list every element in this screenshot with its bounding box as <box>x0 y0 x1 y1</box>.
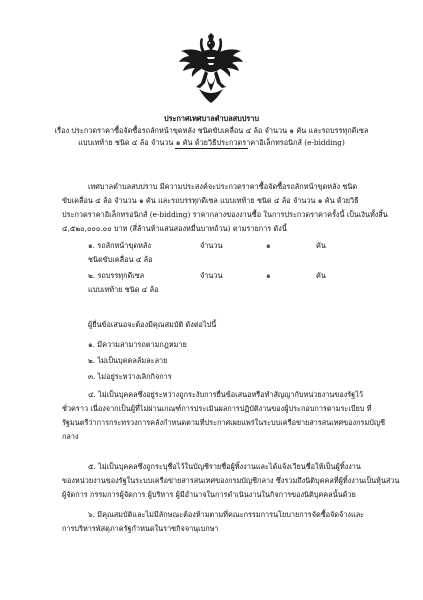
qualification-4-line-1: ๔. ไม่เป็นบุคคลซึ่งอยู่ระหว่างถูกระงับการยื่นข้อเสนอหรือทำสัญญากับหน่วยงานของรัฐไว้ <box>88 390 363 399</box>
qualification-4-line-3: รัฐมนตรีว่าการกระทรวงการคลังกำหนดตามที่ประกาศเผยแพร่ในระบบเครือข่ายสารสนเทศของกรมบัญชี <box>62 418 386 427</box>
intro-line-1: เทศบาลตำบลสบปราบ มีความประสงค์จะประกวดราคาซื้อจัดซื้อรถลักหน้าขุดหลัง ชนิด <box>88 182 358 191</box>
item-1-qty-label: จำนวน <box>200 241 223 250</box>
item-2-qty-label: จำนวน <box>200 271 223 280</box>
item-2-qty: ๑ <box>266 271 271 280</box>
qualification-3: ๓. ไม่อยู่ระหว่างเลิกกิจการ <box>88 372 172 381</box>
qualification-4-line-2: ชั่วคราว เนื่องจากเป็นผู้ที่ไม่ผ่านเกณฑ์การประเมินผลการปฏิบัติงานของผู้ประกอบการตามระเบียบ ที่ <box>62 404 372 413</box>
item-1-name: ๑. รถลักหน้าขุดหลัง <box>88 241 151 250</box>
item-2-name: ๒. รถบรรทุกดีเซล <box>88 271 145 280</box>
qualification-5-line-2: ของหน่วยงานของรัฐในระบบเครือข่ายสารสนเทศของกรมบัญชีกลาง ซึ่งรวมถึงนิติบุคคลที่ผู้ทิ้งงานเป็นหุ้นส่วน <box>62 476 400 485</box>
garuda-emblem-icon <box>177 33 245 105</box>
page-title: ประกาศเทศบาลตำบลสบปราบ <box>163 114 260 123</box>
subject-line-2: แบบเทท้าย ชนิด ๔ ล้อ จำนวน ๑ คัน ด้วยวิธีประกวดราคาอิเล็กทรอนิกส์ (e-bidding) <box>78 138 345 147</box>
intro-line-4: ๔,๕๒๐,๐๐๐.๐๐ บาท (สี่ล้านห้าแสนสองหมื่นบาทถ้วน) ตามรายการ ดังนี้ <box>62 224 287 233</box>
qualification-1: ๑. มีความสามารถตามกฎหมาย <box>88 340 187 349</box>
intro-line-3: ประกวดราคาอิเล็กทรอนิกส์ (e-bidding) ราคากลางของงานซื้อ ในการประกวดราคาครั้งนี้ เป็นเงินทั้งสิ้น <box>62 210 388 219</box>
item-1-qty: ๑ <box>266 241 271 250</box>
item-1-unit: คัน <box>316 241 326 250</box>
title-divider <box>175 148 248 149</box>
item-2-unit: คัน <box>316 271 326 280</box>
intro-line-2: ขับเคลื่อน ๔ ล้อ จำนวน ๑ คัน และรถบรรทุกดีเซล แบบเทท้าย ชนิด ๔ ล้อ จำนวน ๑ คัน ด้วยวิธี <box>62 196 359 205</box>
item-1-spec: ชนิดขับเคลื่อน ๔ ล้อ <box>88 255 153 264</box>
item-2-spec: แบบเทท้าย ชนิด ๔ ล้อ <box>88 285 159 294</box>
qualification-5-line-3: ผู้จัดการ กรรมการผู้จัดการ ผู้บริหาร ผู้มีอำนาจในการดำเนินงานในกิจการของนิติบุคคลนั้นด้วย <box>62 490 356 499</box>
qualification-6-line-1: ๖. มีคุณสมบัติและไม่มีลักษณะต้องห้ามตามที่คณะกรรมการนโยบายการจัดซื้อจัดจ้างและ <box>88 510 365 519</box>
qualification-4-line-4: กลาง <box>62 432 79 441</box>
qualification-5-line-1: ๕. ไม่เป็นบุคคลซึ่งถูกระบุชื่อไว้ในบัญชีรายชื่อผู้ทิ้งงานและได้แจ้งเวียนชื่อให้เป็นผู้ทิ้งงาน <box>88 462 361 471</box>
qualification-2: ๒. ไม่เป็นบุคคลล้มละลาย <box>88 356 168 365</box>
subject-line-1: เรื่อง ประกวดราคาซื้อจัดซื้อรถลักหน้าขุดหลัง ชนิดขับเคลื่อน ๔ ล้อ จำนวน ๑ คัน และรถบรรทุกดีเซล <box>54 126 369 135</box>
qualification-6-line-2: การบริหารพัสดุภาครัฐกำหนดในราชกิจจานุเบกษา <box>62 524 219 533</box>
qualifications-heading: ผู้ยื่นข้อเสนอจะต้องมีคุณสมบัติ ดังต่อไปนี้ <box>88 320 217 329</box>
